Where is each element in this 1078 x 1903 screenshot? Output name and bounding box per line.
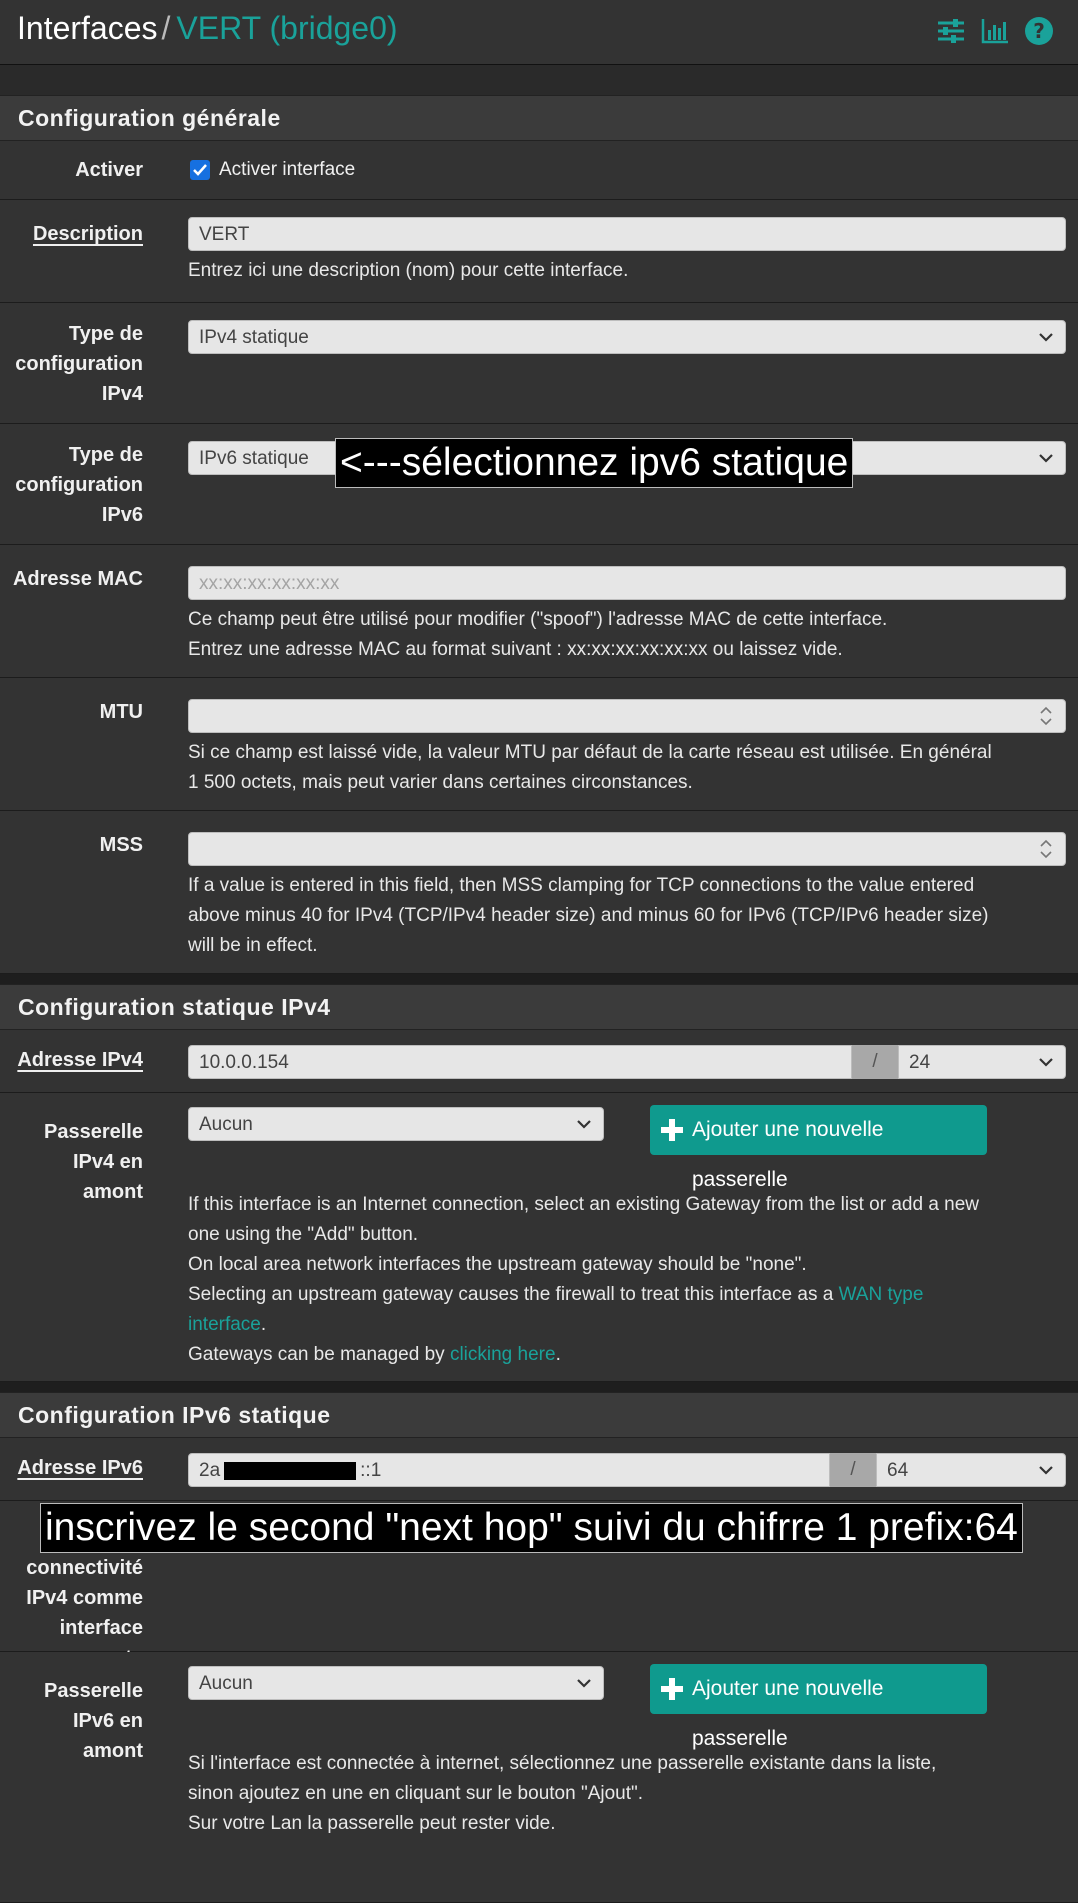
ipv4-type-select[interactable]: IPv4 statique [188, 320, 1066, 354]
ipv6-address-input[interactable]: 2a ::1 [188, 1453, 830, 1487]
mtu-row [0, 678, 1078, 811]
ipv4-address-group [188, 1045, 1066, 1079]
header-icons [936, 16, 1054, 46]
add-ipv6-gateway-button[interactable]: Ajouter une nouvelle passerelle [650, 1664, 987, 1714]
ipv6-type-row [0, 424, 1078, 545]
wan-type-link[interactable]: WAN type [838, 1284, 924, 1305]
description-row [0, 200, 1078, 303]
mss-input[interactable] [188, 832, 1066, 866]
panel-heading: Configuration statique IPv4 [0, 984, 1078, 1030]
chevron-down-icon [575, 1115, 593, 1133]
ipv4-prefix-select[interactable]: 24 [898, 1045, 1066, 1079]
panel-heading: Configuration IPv6 statique [0, 1392, 1078, 1438]
plus-icon [660, 1677, 684, 1701]
redacted-block [224, 1462, 356, 1480]
enable-checkbox-label[interactable]: Activer interface [219, 159, 356, 180]
mss-help: If a value is entered in this field, then MSS clamping for TCP connections to the value entered above minus 40 for IPv4 (TCP/IPv4 header size) and minus 60 for IPv6 (TCP/IPv6 header size) will be in effect. [188, 875, 989, 956]
spinner-icon[interactable] [1039, 837, 1053, 861]
mac-help: Ce champ peut être utilisé pour modifier ("spoof") l'adresse MAC de cette interface. Entrez une adresse MAC au format suivant : xx:xx:xx:xx:xx:xx ou laissez vide. [188, 609, 888, 660]
ipv4-address-row [0, 1030, 1078, 1093]
chevron-down-icon [1037, 1461, 1055, 1479]
mtu-input[interactable] [188, 699, 1066, 733]
ipv6-gateway-help: Si l'interface est connectée à internet, sélectionnez une passerelle existante dans la liste, sinon ajoutez en une en cliquant sur le bouton "Ajout". Sur votre Lan la passerelle peut rester vide. [188, 1753, 937, 1834]
help-icon[interactable] [1024, 16, 1054, 46]
ipv6-address-group [188, 1453, 1066, 1487]
ipv6-prefix-select[interactable]: 64 [876, 1453, 1066, 1487]
mac-label: Adresse MAC [12, 568, 143, 590]
wan-interface-link[interactable]: interface [188, 1314, 261, 1335]
general-config-panel [0, 95, 1078, 984]
enable-checkbox[interactable] [190, 160, 210, 180]
annotation-select-ipv6: <---sélectionnez ipv6 statique [335, 438, 853, 488]
mac-input[interactable]: xx:xx:xx:xx:xx:xx [188, 566, 1066, 600]
breadcrumb-root[interactable]: Interfaces [17, 10, 158, 46]
ipv6-static-panel [0, 1392, 1078, 1903]
annotation-next-hop: inscrivez le second "next hop" suivi du chifrre 1 prefix:64 [40, 1503, 1023, 1553]
spacer [0, 65, 1078, 95]
chevron-down-icon [1037, 328, 1055, 346]
mtu-label: MTU [99, 701, 143, 723]
chevron-down-icon [1037, 449, 1055, 467]
ipv4-address-label: Adresse IPv4 [17, 1049, 143, 1071]
cidr-separator: / [830, 1453, 876, 1487]
breadcrumb [17, 10, 398, 47]
gateways-link[interactable]: clicking here [449, 1344, 556, 1365]
ipv4-gateway-select[interactable]: Aucun [188, 1107, 604, 1141]
ipv6-address-label: Adresse IPv6 [17, 1457, 143, 1479]
breadcrumb-current: VERT (bridge0) [176, 10, 398, 46]
mac-row [0, 545, 1078, 678]
mtu-help: Si ce champ est laissé vide, la valeur MTU par défaut de la carte réseau est utilisée. En général 1 500 octets, mais peut varier dans certaines circonstances. [188, 742, 992, 793]
ipv4-gateway-label: Passerelle IPv4 en amont [44, 1121, 143, 1203]
sliders-icon[interactable] [936, 16, 966, 46]
ipv4-gateway-help: If this interface is an Internet connection, select an existing Gateway from the list or add a new one using the "Add" button. On local area network interfaces the upstream gateway should be "none". Selecting an upstream gateway causes the firewall to treat this interface as a WAN type interface. Gateways can be managed by clicking here. [188, 1194, 980, 1365]
description-label: Description [32, 223, 143, 245]
plus-icon [660, 1118, 684, 1142]
panel-heading: Configuration générale [0, 95, 1078, 141]
spinner-icon[interactable] [1039, 704, 1053, 728]
description-help: Entrez ici une description (nom) pour cette interface. [188, 260, 629, 281]
bar-chart-icon[interactable] [980, 16, 1010, 46]
svg-text:?: ? [1033, 19, 1045, 43]
ipv6-parent-row [0, 1501, 1078, 1652]
add-ipv4-gateway-button[interactable]: Ajouter une nouvelle passerelle [650, 1105, 987, 1155]
cidr-separator: / [852, 1045, 898, 1079]
description-input[interactable]: VERT [188, 217, 1066, 251]
mss-row [0, 811, 1078, 974]
ipv6-gateway-select[interactable]: Aucun [188, 1666, 604, 1700]
chevron-down-icon [1037, 1053, 1055, 1071]
enable-label: Activer [75, 159, 143, 181]
breadcrumb-separator: / [161, 10, 171, 46]
chevron-down-icon [575, 1674, 593, 1692]
ipv6-type-label: Type de configuration IPv6 [15, 444, 143, 526]
mss-label: MSS [99, 834, 143, 856]
ipv4-type-row [0, 303, 1078, 424]
ipv4-gateway-row [0, 1093, 1078, 1382]
check-icon [190, 160, 210, 180]
ipv6-address-row [0, 1438, 1078, 1501]
ipv6-parent-label: connectivité IPv4 comme interface [26, 1557, 143, 1639]
ipv6-type-select[interactable]: IPv6 statique [188, 441, 1066, 475]
ipv4-type-label: Type de configuration IPv4 [15, 323, 143, 405]
ipv6-gateway-label: Passerelle IPv6 en amont [44, 1680, 143, 1762]
ipv4-address-input[interactable]: 10.0.0.154 [188, 1045, 852, 1079]
page-header [0, 0, 1078, 65]
enable-row [0, 141, 1078, 200]
ipv4-static-panel [0, 984, 1078, 1392]
ipv6-gateway-row [0, 1652, 1078, 1903]
